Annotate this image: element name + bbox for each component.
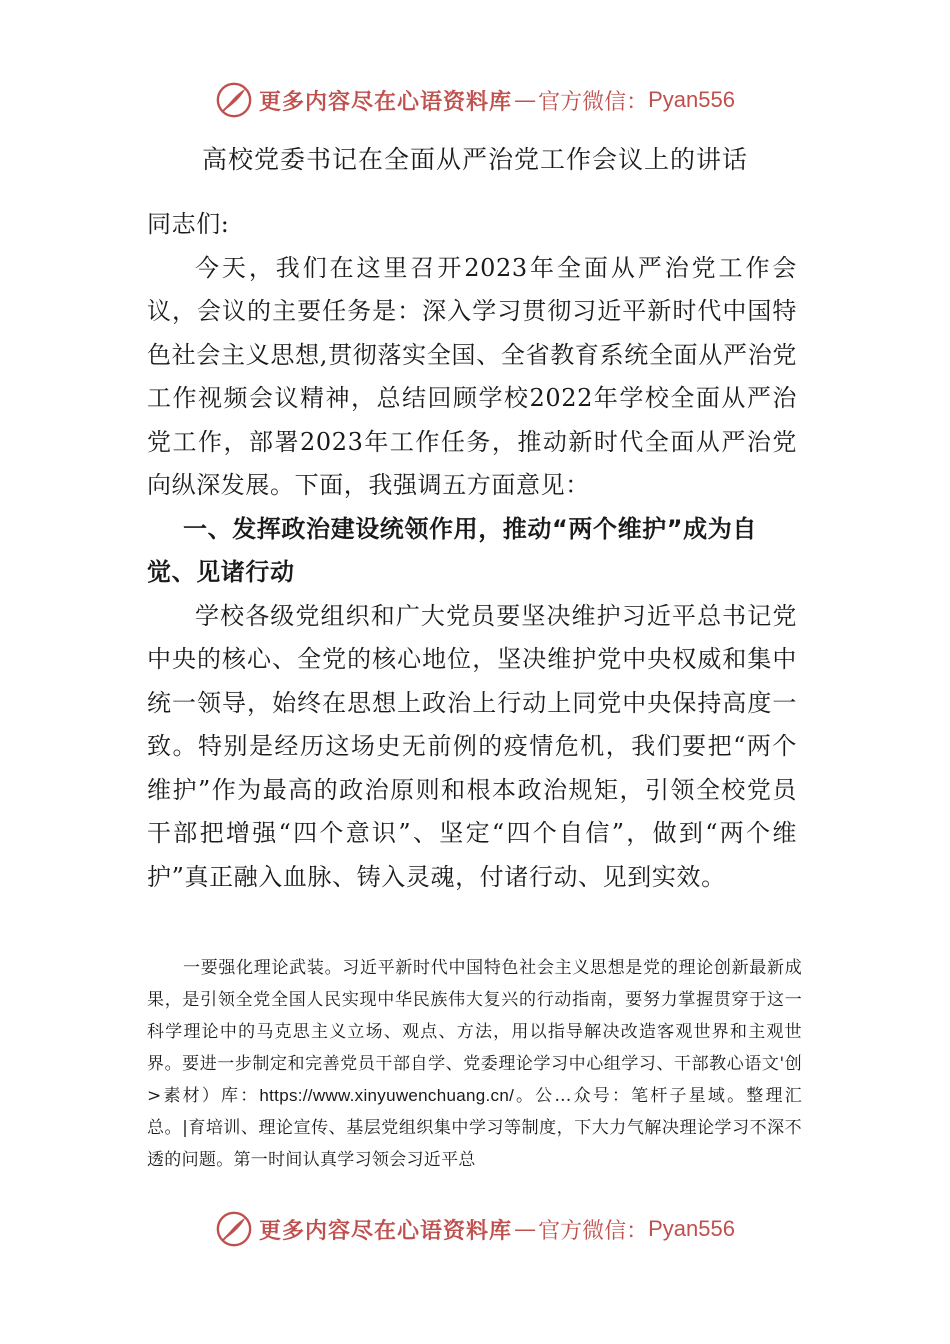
banner-right-text: 官方微信：: [538, 1218, 649, 1244]
banner-left-text: 更多内容尽在心语资料库: [259, 1217, 513, 1244]
theory-text-part1: 一要强化理论武装。习近平新时代中国特色社会主义思想是党的理论创新最新成果，是引领全党全国人民实现中华民族伟大复兴的行动指南，要努力掌握贯穿于这一科学理论中的马克思主义立场、观点、方法，用以指导解决改造客观世界和主观世界。要进一步制定和完善党员干部自学、党委理论学习中心组学习、干部教心语文'创>素材）库：: [147, 958, 802, 1106]
theory-paragraph: [147, 952, 802, 1176]
document-title: 高校党委书记在全面从严治党工作会议上的讲话: [201, 145, 748, 174]
footer-watermark-banner: [0, 1207, 950, 1251]
banner-left-text: 更多内容尽在心语资料库: [259, 88, 513, 115]
feather-quill-logo-icon: [215, 81, 253, 119]
document-body: [147, 203, 797, 899]
banner-right-text: 官方微信：: [538, 89, 649, 115]
source-url: https://www.xinyuwenchuang.cn/: [259, 1086, 515, 1105]
salutation: 同志们:: [147, 210, 230, 238]
banner-wechat-id: Pyan556: [648, 87, 735, 112]
section-1-heading: 一、发挥政治建设统领作用，推动“两个维护”成为自觉、见诸行动: [147, 514, 757, 586]
theory-text-part2: 。公…众号：笔杆子星域。整理汇总。|育培训、理论宣传、基层党组织集中学习等制度，下大力气解决理论学习不深不透的问题。第一时间认真学习领会习近平总: [147, 1086, 802, 1170]
banner-separator: —: [514, 1216, 537, 1242]
banner-wechat-id: Pyan556: [648, 1216, 735, 1241]
section-1-paragraph: 学校各级党组织和广大党员要坚决维护习近平总书记党中央的核心、全党的核心地位，坚决维护党中央权威和集中统一领导，始终在思想上政治上行动上同党中央保持高度一致。特别是经历这场史无前例的疫情危机，我们要把“两个维护”作为最高的政治原则和根本政治规矩，引领全校党员干部把增强“四个意识”、坚定“四个自信”，做到“两个维护”真正融入血脉、铸入灵魂，付诸行动、见到实效。: [147, 601, 797, 891]
feather-quill-logo-icon: [215, 1210, 253, 1248]
header-watermark-banner: [0, 78, 950, 122]
small-text-block: [147, 952, 802, 1176]
banner-separator: —: [514, 87, 537, 113]
intro-paragraph: 今天，我们在这里召开2023年全面从严治党工作会议，会议的主要任务是：深入学习贯彻习近平新时代中国特色社会主义思想,贯彻落实全国、全省教育系统全面从严治党工作视频会议精神，总结回顾学校2022年学校全面从严治党工作，部署2023年工作任务，推动新时代全面从严治党向纵深发展。下面，我强调五方面意见：: [147, 253, 797, 499]
